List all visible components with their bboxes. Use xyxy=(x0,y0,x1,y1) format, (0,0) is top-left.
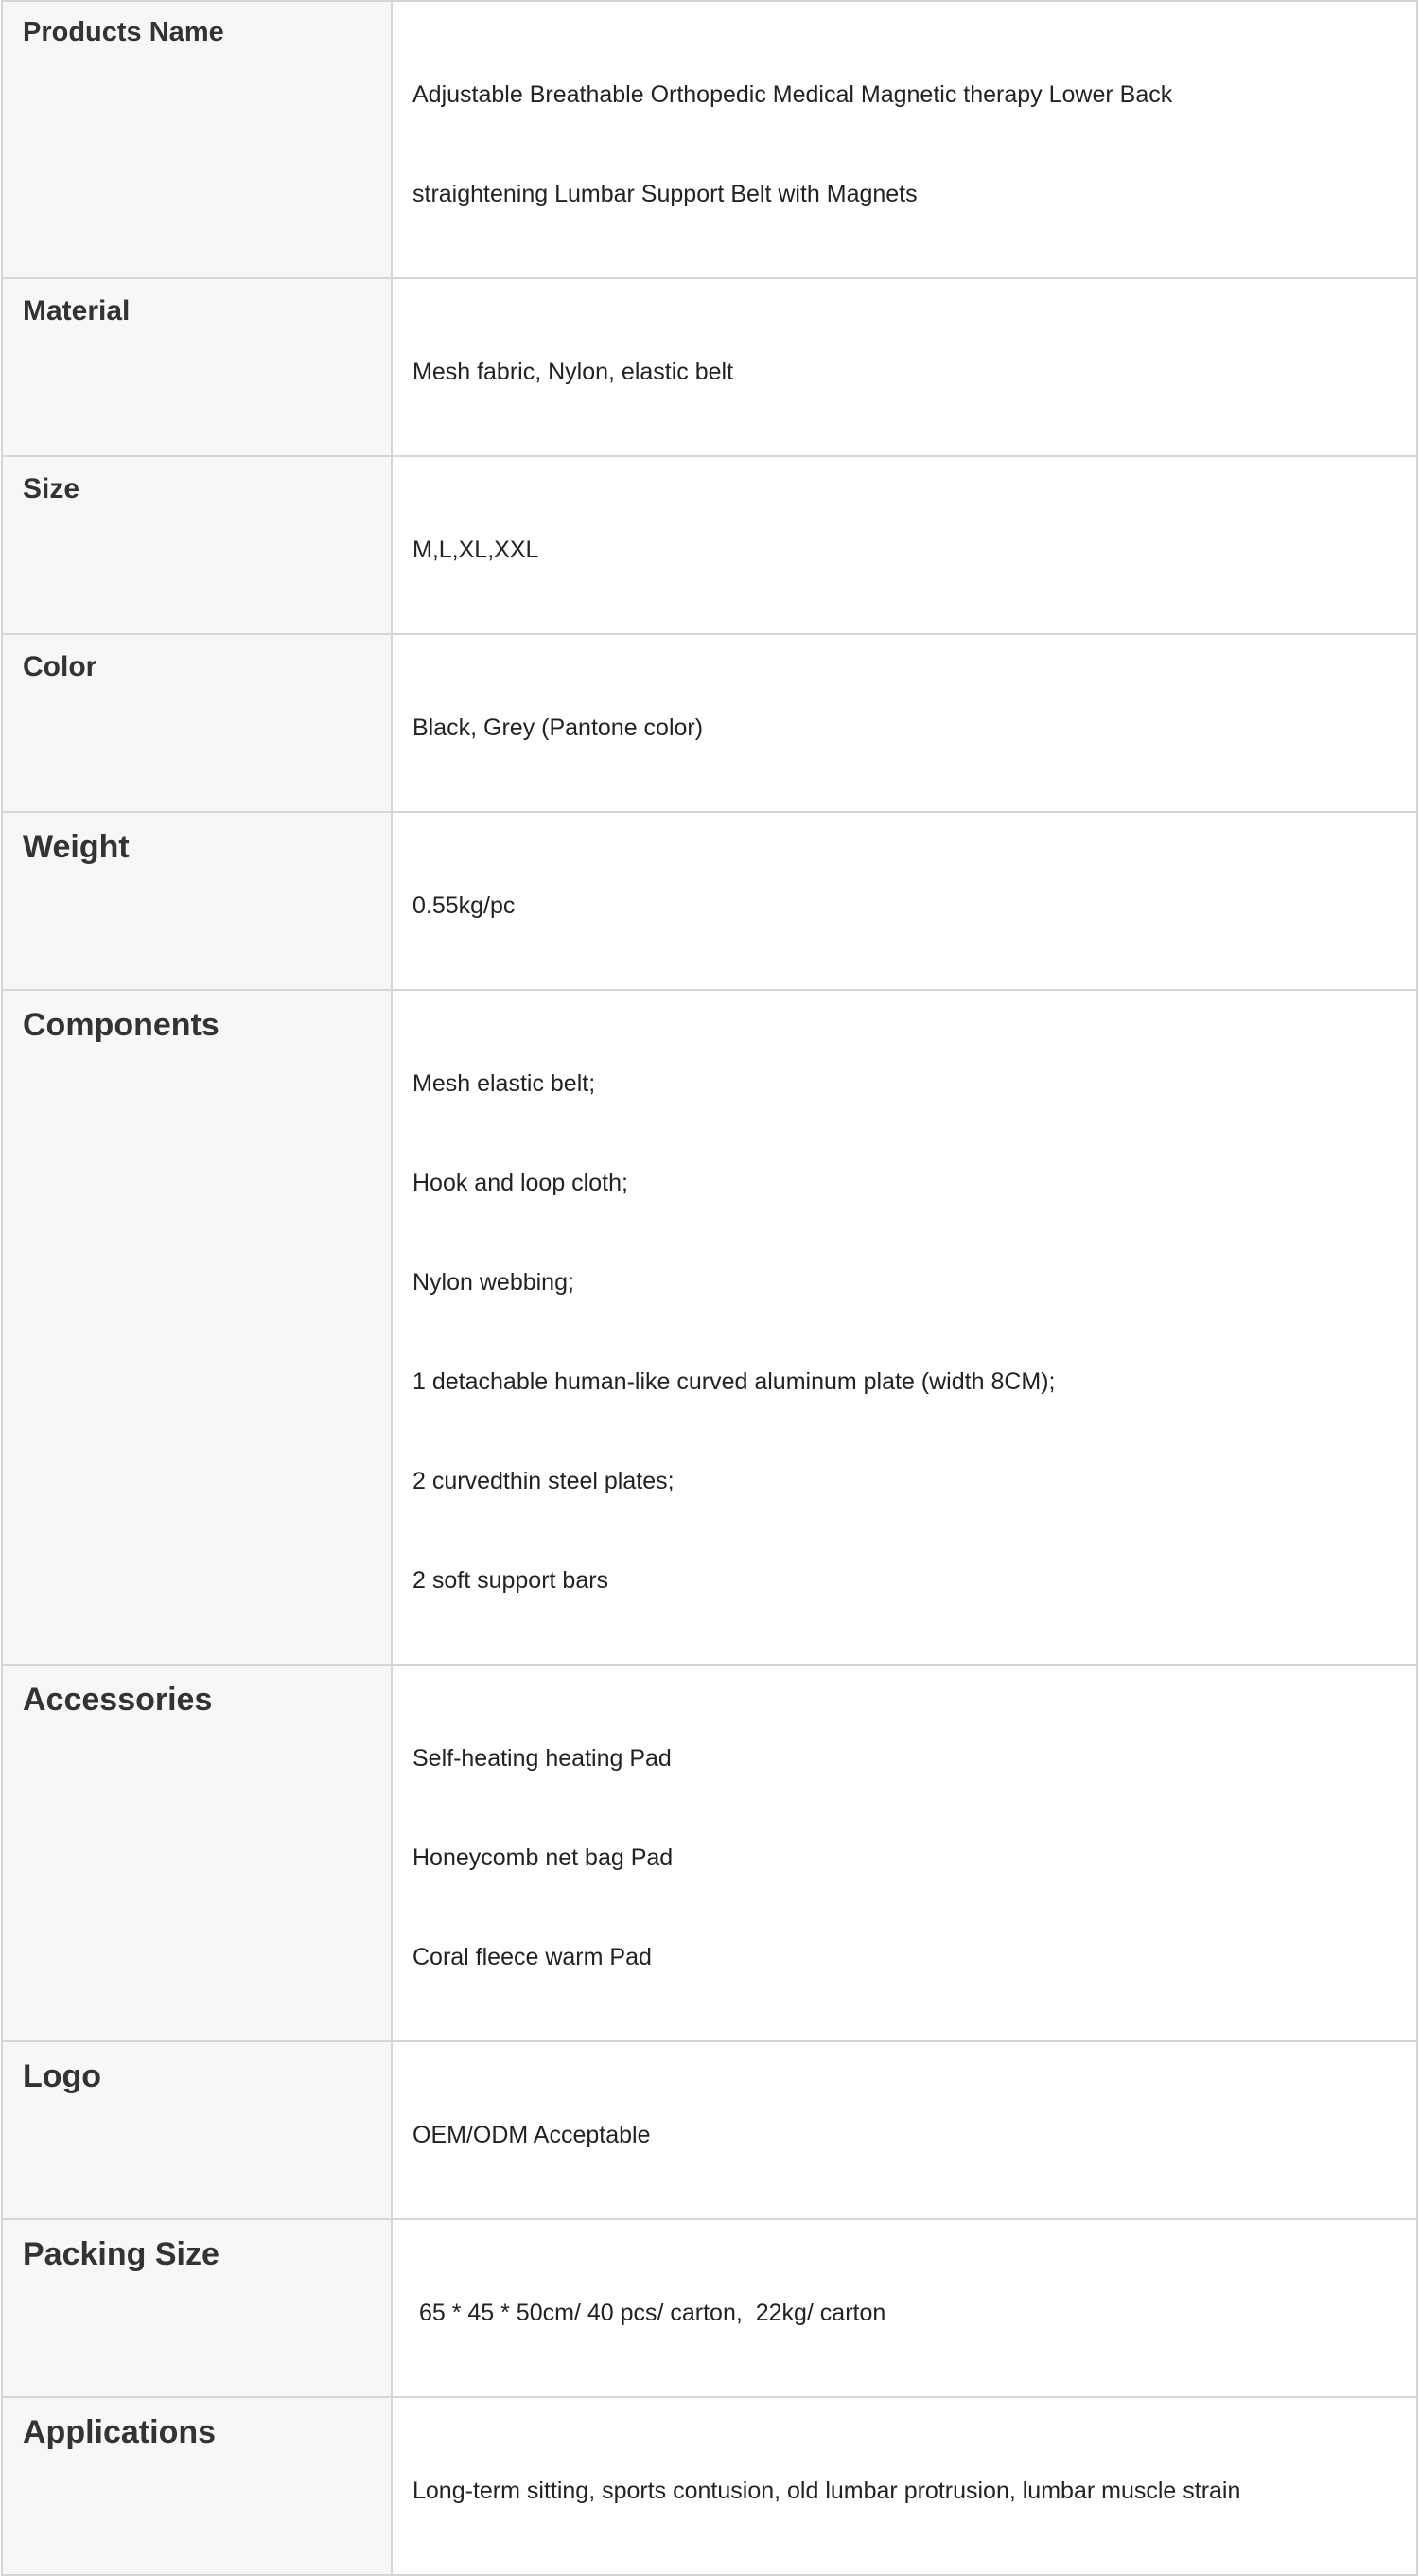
spec-value-line: Mesh elastic belt; xyxy=(412,1070,596,1097)
spec-value-line: Long-term sitting, sports contusion, old lumbar protrusion, lumbar muscle strain xyxy=(412,2478,1241,2504)
spec-row-size xyxy=(2,456,1417,634)
spec-label-cell xyxy=(2,990,392,1665)
spec-value xyxy=(393,813,1416,989)
spec-row-applications xyxy=(2,2397,1417,2575)
spec-label: Packing Size xyxy=(23,2236,219,2272)
spec-row-products-name xyxy=(2,1,1417,278)
spec-label-cell xyxy=(2,2041,392,2219)
spec-value-cell xyxy=(392,456,1417,634)
spec-value-line: Honeycomb net bag Pad xyxy=(412,1844,674,1871)
spec-value-line: 0.55kg/pc xyxy=(412,892,516,919)
product-spec-table xyxy=(1,0,1418,2576)
spec-label-cell xyxy=(2,278,392,456)
spec-value-cell xyxy=(392,278,1417,456)
spec-value-line: 2 soft support bars xyxy=(412,1567,609,1594)
spec-row-color xyxy=(2,634,1417,812)
spec-row-components xyxy=(2,990,1417,1665)
spec-value xyxy=(393,279,1416,455)
spec-value xyxy=(393,635,1416,811)
spec-label: Weight xyxy=(23,829,130,865)
spec-row-material xyxy=(2,278,1417,456)
spec-value-line: 1 detachable human-like curved aluminum plate (width 8CM); xyxy=(412,1368,1056,1395)
spec-value-cell xyxy=(392,1,1417,278)
spec-value-cell xyxy=(392,634,1417,812)
spec-row-packing-size xyxy=(2,2219,1417,2397)
spec-value-cell xyxy=(392,2041,1417,2219)
spec-row-logo xyxy=(2,2041,1417,2219)
spec-value-cell xyxy=(392,990,1417,1665)
spec-label: Components xyxy=(23,1007,219,1043)
spec-label: Accessories xyxy=(23,1682,213,1718)
spec-value-line: Adjustable Breathable Orthopedic Medical Magnetic therapy Lower Back xyxy=(412,81,1173,108)
spec-value-line: Self-heating heating Pad xyxy=(412,1745,672,1772)
spec-label-cell xyxy=(2,2397,392,2575)
spec-value-line: Nylon webbing; xyxy=(412,1269,574,1296)
spec-label: Color xyxy=(23,651,97,682)
spec-value xyxy=(393,2,1416,277)
spec-row-accessories xyxy=(2,1665,1417,2041)
spec-value xyxy=(393,2220,1416,2396)
spec-value-line: Hook and loop cloth; xyxy=(412,1170,628,1196)
spec-value-cell xyxy=(392,2219,1417,2397)
spec-label-cell xyxy=(2,1,392,278)
spec-value xyxy=(393,2042,1416,2218)
spec-label: Logo xyxy=(23,2058,102,2094)
spec-value-line: M,L,XL,XXL xyxy=(412,537,539,563)
spec-value-cell xyxy=(392,1665,1417,2041)
spec-label-cell xyxy=(2,456,392,634)
spec-label-cell xyxy=(2,1665,392,2041)
spec-value xyxy=(393,457,1416,633)
spec-value-line: Black, Grey (Pantone color) xyxy=(412,715,704,741)
spec-value xyxy=(393,1666,1416,2040)
spec-value-cell xyxy=(392,2397,1417,2575)
spec-value-line: 65 * 45 * 50cm/ 40 pcs/ carton, 22kg/ carton xyxy=(412,2300,886,2326)
spec-value xyxy=(393,2398,1416,2574)
spec-value-line: Mesh fabric, Nylon, elastic belt xyxy=(412,359,734,385)
spec-label: Products Name xyxy=(23,17,224,47)
spec-label: Applications xyxy=(23,2414,217,2450)
spec-value-line: OEM/ODM Acceptable xyxy=(412,2122,651,2148)
spec-value-line: 2 curvedthin steel plates; xyxy=(412,1468,675,1494)
spec-value-line: Coral fleece warm Pad xyxy=(412,1944,652,1970)
spec-label: Material xyxy=(23,295,131,326)
spec-value-line: straightening Lumbar Support Belt with Magnets xyxy=(412,181,918,207)
spec-label-cell xyxy=(2,2219,392,2397)
spec-label-cell xyxy=(2,812,392,990)
spec-value xyxy=(393,991,1416,1664)
spec-value-cell xyxy=(392,812,1417,990)
spec-row-weight xyxy=(2,812,1417,990)
spec-label: Size xyxy=(23,473,80,504)
spec-label-cell xyxy=(2,634,392,812)
